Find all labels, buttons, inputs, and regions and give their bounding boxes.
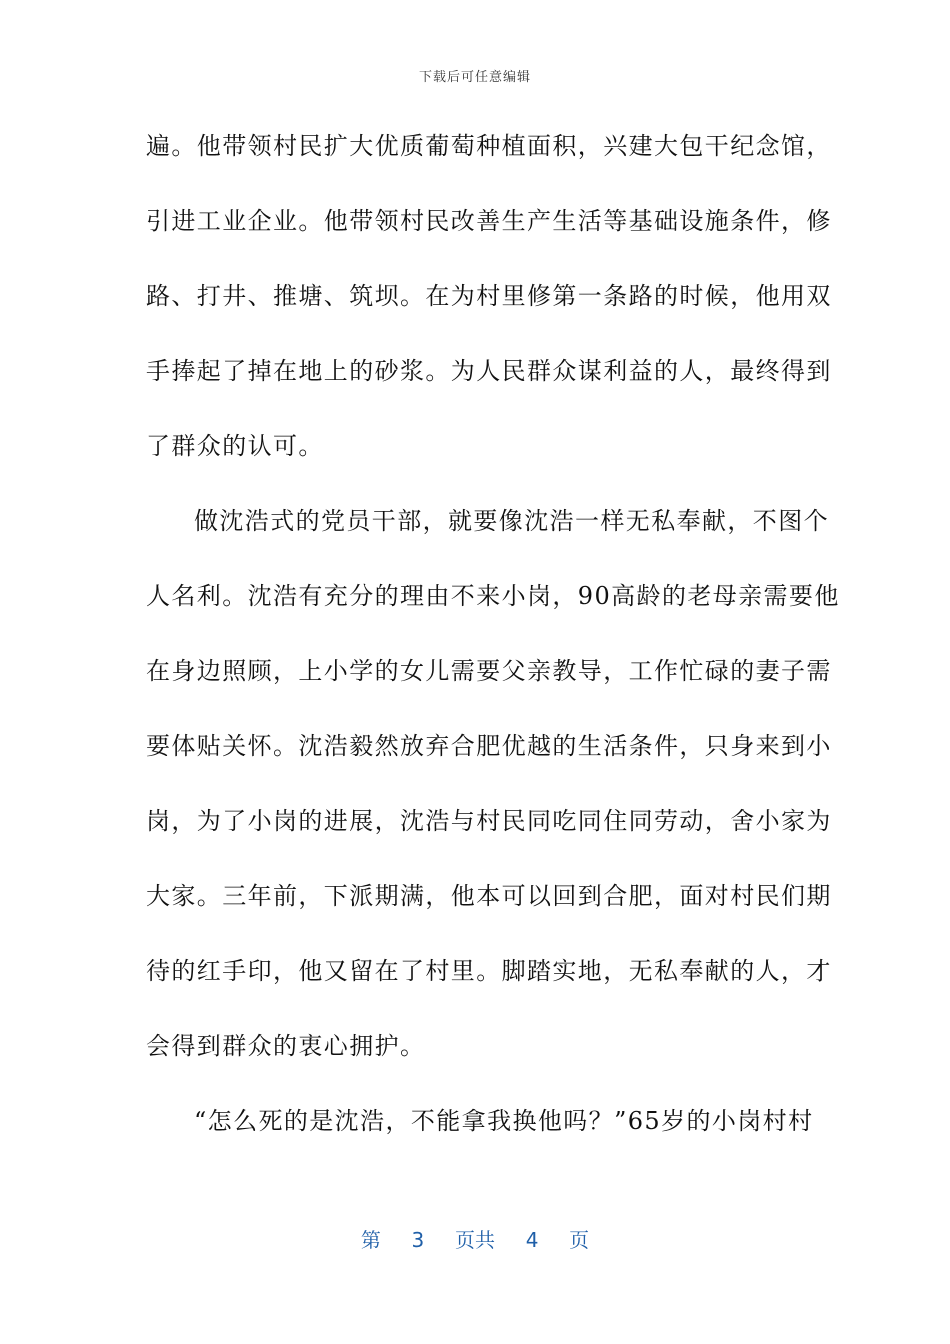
text-line: 在身边照顾，上小学的女儿需要父亲教导，工作忙碌的妻子需: [146, 657, 832, 685]
current-page-number: 3: [411, 1228, 425, 1252]
paragraph-start-line: 做沈浩式的党员干部，就要像沈浩一样无私奉献，不图个: [194, 507, 829, 535]
footer-prefix: 第: [360, 1228, 381, 1252]
text-line: 引进工业企业。他带领村民改善生产生活等基础设施条件，修: [146, 207, 832, 235]
text-line: 待的红手印，他又留在了村里。脚踏实地，无私奉献的人，才: [146, 957, 832, 985]
text-line: 路、打井、推塘、筑坝。在为村里修第一条路的时候，他用双: [146, 282, 832, 310]
page-footer: [0, 1224, 950, 1253]
text-line: 要体贴关怀。沈浩毅然放弃合肥优越的生活条件，只身来到小: [146, 732, 832, 760]
text-line: 遍。他带领村民扩大优质葡萄种植面积，兴建大包干纪念馆，: [146, 132, 832, 160]
text-line: 大家。三年前，下派期满，他本可以回到合肥，面对村民们期: [146, 882, 832, 910]
footer-suffix: 页: [569, 1228, 590, 1252]
total-pages-number: 4: [525, 1228, 539, 1252]
paragraph-start-line: “怎么死的是沈浩，不能拿我换他吗？”65岁的小岗村村: [194, 1107, 814, 1135]
text-line: 会得到群众的衷心拥护。: [146, 1032, 426, 1060]
header-note: 下载后可任意编辑: [418, 70, 531, 85]
footer-middle: 页共: [455, 1228, 495, 1252]
document-body: [146, 124, 840, 1174]
text-line: 了群众的认可。: [146, 432, 324, 460]
text-line: 岗，为了小岗的进展，沈浩与村民同吃同住同劳动，舍小家为: [146, 807, 832, 835]
text-line: 人名利。沈浩有充分的理由不来小岗，90高龄的老母亲需要他: [146, 582, 840, 610]
text-line: 手捧起了掉在地上的砂浆。为人民群众谋利益的人，最终得到: [146, 357, 832, 385]
